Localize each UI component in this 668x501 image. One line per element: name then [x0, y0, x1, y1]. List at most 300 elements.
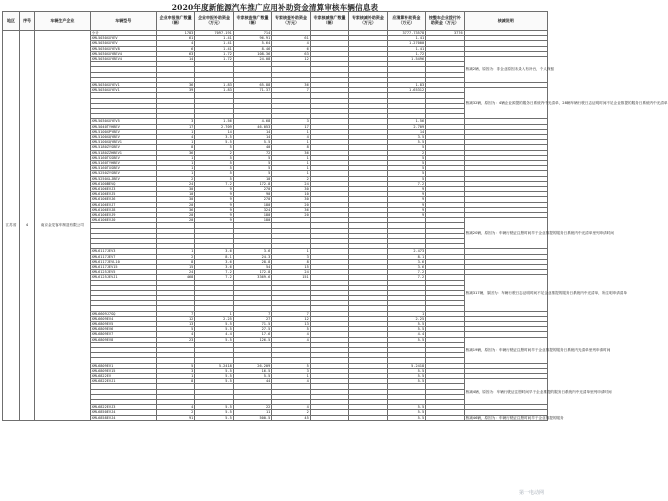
value-cell: 13 — [156, 322, 194, 327]
company-cell: 南京金龙客车制造有限公司 — [35, 31, 91, 421]
value-cell: 1 — [272, 140, 310, 145]
value-cell: 30 — [272, 186, 310, 191]
reduction-note: 核减46辆，原因为：车辆行驶证注册时间早于企业推提的服务 — [465, 415, 564, 420]
value-cell: 9 — [387, 212, 425, 217]
model-cell: XML5100XQYBEV1 — [90, 140, 156, 145]
value-cell: 1.83 — [387, 82, 425, 87]
value-cell: 9 — [195, 207, 233, 212]
column-header: 应清算补助资金（万元） — [387, 12, 425, 31]
model-cell: XML5100XPYBEV — [90, 129, 156, 134]
value-cell: 1783 — [156, 31, 194, 36]
value-cell: 4.68 — [233, 119, 271, 124]
value-cell: 17 — [156, 124, 194, 129]
value-cell: 1 — [272, 249, 310, 254]
model-cell: XML6609J7GQ — [90, 311, 156, 316]
value-cell: 5 — [233, 160, 271, 165]
value-cell: 3369.6 — [233, 275, 271, 280]
value-cell: 1 — [156, 249, 194, 254]
value-cell: 2 — [272, 410, 310, 415]
value-cell: 4 — [272, 405, 310, 410]
value-cell: 5.5 — [387, 322, 425, 327]
value-cell: 5.2418 — [387, 363, 425, 368]
value-cell: 5.5 — [233, 374, 271, 379]
value-cell: 28.8 — [233, 259, 271, 264]
value-cell: 71.5 — [233, 322, 271, 327]
value-cell: 3.6 — [387, 264, 425, 269]
model-cell: XML5250XLJBEV — [90, 176, 156, 181]
value-cell: 5.5 — [387, 140, 425, 145]
value-cell: 9 — [195, 218, 233, 223]
value-cell: 2 — [387, 150, 425, 155]
value-cell: 1.56 — [195, 119, 233, 124]
value-cell: 9 — [195, 192, 233, 197]
column-header: 地区 — [3, 12, 20, 31]
value-cell: 61 — [272, 36, 310, 41]
column-header: 专家核减补助资金（万元） — [349, 12, 387, 31]
value-cell: 4.4 — [387, 332, 425, 337]
value-cell: 14 — [387, 129, 425, 134]
table-body — [3, 31, 668, 421]
value-cell: 1 — [156, 171, 194, 176]
model-cell: XML6822EV — [90, 374, 156, 379]
model-cell: XML5160TYHBEV — [90, 160, 156, 165]
value-cell: 24 — [272, 270, 310, 275]
model-cell: XML6850EVJ4 — [90, 410, 156, 415]
model-cell: XML6125JEV5 — [90, 270, 156, 275]
value-cell: 1 — [272, 129, 310, 134]
value-cell: 1 — [156, 155, 194, 160]
value-cell: 3 — [156, 368, 194, 373]
value-cell: 2.473 — [387, 249, 425, 254]
model-cell: XML5030XXYEV5 — [90, 119, 156, 124]
value-cell: 15 — [272, 264, 310, 269]
value-cell: 3.6 — [195, 249, 233, 254]
value-cell: 14 — [233, 134, 271, 139]
watermark-text: 第一电动网 — [518, 490, 544, 496]
reduction-note: 核减2辆，原因为：非企业原因未录入有补台，个人保留 — [464, 57, 547, 83]
reduction-note: 核减32辆，原因为：4辆企业源提的服务日系统内中光清单，28辆车辆行驶日志证明时间不足企业推提的服务日系统内中光清单 — [464, 88, 547, 119]
column-header: 车辆生产企业 — [35, 12, 91, 31]
value-cell: 1.56 — [387, 119, 425, 124]
value-cell: 5 — [272, 363, 310, 368]
value-cell: 4 — [272, 337, 310, 342]
value-cell: 5 — [387, 145, 425, 150]
value-cell: 5.5 — [233, 140, 271, 145]
value-cell: 3 — [272, 254, 310, 259]
value-cell: 714 — [233, 31, 271, 36]
value-cell: 5 — [387, 155, 425, 160]
value-cell: 7.2 — [387, 181, 425, 186]
value-cell: 5.64 — [233, 41, 271, 46]
value-cell: 36 — [272, 82, 310, 87]
value-cell: 36 — [272, 150, 310, 155]
model-cell: XML5180ZZHBEV1 — [90, 150, 156, 155]
model-cell: XML5030XXYEV1 — [90, 82, 156, 87]
value-cell: 1.41 — [387, 36, 425, 41]
value-cell — [349, 415, 387, 420]
model-cell: XML5030XXYEV — [90, 41, 156, 46]
model-cell: XML5040TYHBEV — [90, 124, 156, 129]
value-cell: 24.3 — [233, 254, 271, 259]
model-cell: XML5030XXYBEV4 — [90, 57, 156, 62]
value-cell — [310, 415, 348, 420]
value-cell: 20 — [272, 212, 310, 217]
value-cell: 90 — [233, 192, 271, 197]
value-cell: 24.08 — [233, 57, 271, 62]
value-cell: 126.5 — [233, 337, 271, 342]
value-cell: 270 — [233, 186, 271, 191]
value-cell: 27.5 — [233, 327, 271, 332]
value-cell: 44 — [233, 379, 271, 384]
value-cell: 5.5 — [195, 140, 233, 145]
value-cell: 45 — [272, 415, 310, 420]
value-cell: 2 — [156, 410, 194, 415]
value-cell: 20 — [272, 202, 310, 207]
model-cell: XML6809EV5 — [90, 322, 156, 327]
value-cell: 172.8 — [233, 181, 271, 186]
value-cell: 96.91 — [233, 36, 271, 41]
value-cell: 63 — [156, 51, 194, 56]
model-cell: XML6809EV15 — [90, 368, 156, 373]
value-cell: 1.5496 — [387, 57, 425, 62]
value-cell: 65.88 — [233, 82, 271, 87]
value-cell: 12 — [272, 316, 310, 321]
column-header: 按整车企业拨付补助资金（万元） — [426, 12, 464, 31]
value-cell: 1 — [272, 166, 310, 171]
value-cell: 1 — [387, 311, 425, 316]
value-cell: 4 — [272, 134, 310, 139]
value-cell: 36 — [272, 207, 310, 212]
value-cell: 1.83 — [195, 82, 233, 87]
value-cell: 180 — [233, 212, 271, 217]
model-cell: XML6822EVJ3 — [90, 405, 156, 410]
header-row — [3, 12, 548, 31]
value-cell: 10 — [156, 192, 194, 197]
value-cell: 15 — [156, 264, 194, 269]
value-cell: 4 — [272, 332, 310, 337]
value-cell: 7 — [272, 311, 310, 316]
value-cell: 5 — [387, 176, 425, 181]
model-cell: XML6809EV1 — [90, 363, 156, 368]
value-cell: 9 — [195, 212, 233, 217]
value-cell: 5 — [195, 160, 233, 165]
model-cell: XML6125JEVJ1 — [90, 275, 156, 280]
value-cell: 5 — [195, 155, 233, 160]
value-cell: 5 — [387, 166, 425, 171]
model-cell: XML6100BEVQ — [90, 181, 156, 186]
value-cell: 36 — [156, 207, 194, 212]
value-cell: 4 — [156, 41, 194, 46]
value-cell: 22 — [233, 405, 271, 410]
value-cell: 24 — [272, 181, 310, 186]
model-cell: XML6106EVJ8 — [90, 207, 156, 212]
value-cell: 5.5 — [387, 415, 425, 420]
value-cell: 4 — [156, 134, 194, 139]
value-cell: 6 — [272, 46, 310, 51]
column-header: 核减说明 — [464, 12, 547, 31]
value-cell: 14 — [233, 129, 271, 134]
value-cell: 1 — [195, 311, 233, 316]
value-cell: 4.4 — [195, 332, 233, 337]
value-cell: 324 — [233, 207, 271, 212]
column-header: 车辆型号 — [90, 12, 156, 31]
value-cell: 1 — [156, 129, 194, 134]
value-cell: 12 — [156, 316, 194, 321]
value-cell: 5 — [195, 176, 233, 181]
reduction-note: 核减19辆，原因为：车辆行驶证注册时间早于企业推提的服务日系统内光清单里列申请时间 — [464, 337, 547, 363]
value-cell: 5.5 — [195, 337, 233, 342]
value-cell: 30 — [156, 197, 194, 202]
value-cell: 172.8 — [233, 270, 271, 275]
column-header: 专家核减推广数量（辆） — [310, 12, 348, 31]
value-cell: 9 — [387, 197, 425, 202]
value-cell: 5.5 — [195, 374, 233, 379]
model-cell: 小计 — [90, 31, 156, 36]
value-cell: 91 — [156, 415, 194, 420]
value-cell: 24 — [156, 181, 194, 186]
value-cell: 5 — [156, 363, 194, 368]
value-cell: 8 — [272, 259, 310, 264]
value-cell: 1 — [156, 166, 194, 171]
value-cell: 5.2418 — [195, 363, 233, 368]
value-cell: 1 — [272, 155, 310, 160]
value-cell: 7.2 — [195, 270, 233, 275]
column-header: 序号 — [20, 12, 35, 31]
value-cell: 5.5 — [195, 368, 233, 373]
value-cell: 39 — [156, 88, 194, 93]
value-cell: 7.2 — [387, 275, 425, 280]
value-cell: 36 — [156, 150, 194, 155]
value-cell: 17 — [272, 124, 310, 129]
model-cell: XML5030XXYEV1 — [90, 88, 156, 93]
value-cell: 5.5 — [195, 379, 233, 384]
model-cell: XML5030XXYBEV4 — [90, 51, 156, 56]
value-cell: 9 — [387, 207, 425, 212]
value-cell: 5.5 — [195, 327, 233, 332]
value-cell: 3.6 — [233, 249, 271, 254]
value-cell: 7 — [233, 311, 271, 316]
value-cell: 1.41 — [195, 36, 233, 41]
value-cell: 5.5 — [387, 379, 425, 384]
region-cell: 江苏省 — [3, 31, 20, 421]
value-cell: 5 — [387, 160, 425, 165]
column-header: 专家核查补助资金（万元） — [272, 12, 310, 31]
value-cell: 11 — [233, 410, 271, 415]
value-cell: 5.5 — [195, 415, 233, 420]
value-cell: 7.2 — [195, 275, 233, 280]
value-cell: 1 — [272, 374, 310, 379]
value-cell: 4 — [272, 41, 310, 46]
value-cell: 20 — [156, 212, 194, 217]
value-cell: 4 — [156, 332, 194, 337]
value-cell: 8 — [272, 145, 310, 150]
value-cell: 2 — [195, 150, 233, 155]
value-cell: 3.6 — [387, 259, 425, 264]
value-cell: 8 — [156, 259, 194, 264]
value-cell: 16.5 — [233, 368, 271, 373]
value-cell: 3.6 — [195, 264, 233, 269]
value-cell: 1 — [272, 171, 310, 176]
value-cell: 5.5 — [387, 337, 425, 342]
column-header: 企业申报补助资金（万元） — [195, 12, 233, 31]
value-cell: 1.72 — [195, 57, 233, 62]
value-cell: 108.36 — [233, 51, 271, 56]
value-cell: 1.27000 — [387, 41, 425, 46]
value-cell: 3 — [272, 368, 310, 373]
value-cell: 26.209 — [233, 363, 271, 368]
value-cell: 7.2 — [195, 181, 233, 186]
value-cell: 61 — [156, 36, 194, 41]
reduction-note: 核减317辆，原因为：车辆行驶日志证明时间不足企业推提的服务日系统内中光清单，所注明申请清单 — [464, 275, 547, 311]
value-cell: 5.5 — [387, 368, 425, 373]
value-cell: 151 — [272, 275, 310, 280]
value-cell: 3776 — [426, 31, 464, 36]
value-cell: 5.5 — [387, 327, 425, 332]
value-cell: 9 — [195, 197, 233, 202]
value-cell: 5.5 — [195, 405, 233, 410]
model-cell: XML5180ZYSBEV — [90, 145, 156, 150]
value-cell: 30 — [272, 197, 310, 202]
model-cell: XML6106EVJ6 — [90, 197, 156, 202]
subsidy-table — [2, 11, 668, 421]
value-cell: 17.6 — [233, 332, 271, 337]
value-cell: 1.65312 — [387, 88, 425, 93]
value-cell: 3.5 — [387, 134, 425, 139]
value-cell: 5.5 — [387, 374, 425, 379]
seq-cell: 4 — [20, 31, 35, 421]
model-cell: XML5160TSSBEV — [90, 155, 156, 160]
value-cell: 1 — [156, 160, 194, 165]
model-cell: XML6106EVJ7 — [90, 202, 156, 207]
value-cell: 7 — [156, 311, 194, 316]
model-cell: XML6809EV6 — [90, 327, 156, 332]
value-cell: 54 — [233, 264, 271, 269]
value-cell: 5 — [233, 155, 271, 160]
value-cell: 8.1 — [387, 254, 425, 259]
value-cell: 20 — [156, 202, 194, 207]
value-cell: 23 — [156, 337, 194, 342]
model-cell: XML5160TXSBEV — [90, 166, 156, 171]
value-cell: 5 — [195, 166, 233, 171]
value-cell: 2 — [272, 176, 310, 181]
model-cell: XML6117JEV3 — [90, 249, 156, 254]
value-cell: 14 — [195, 129, 233, 134]
value-cell: 30 — [156, 186, 194, 191]
value-cell: 9 — [387, 186, 425, 191]
value-cell: 180 — [233, 202, 271, 207]
column-header: 专家核查推广数量（辆） — [233, 12, 271, 31]
model-cell: XML6858EVJ4 — [90, 415, 156, 420]
value-cell: 72 — [233, 150, 271, 155]
value-cell: 2.25 — [195, 316, 233, 321]
value-cell: 9 — [195, 186, 233, 191]
reduction-note: 核减4辆，原因为：车辆行驶证注册时间早于企业推提的服务日系统内中光清单里列申请时间 — [464, 379, 547, 405]
value-cell: 2 — [156, 176, 194, 181]
column-header: 企业申报推广数量（辆） — [156, 12, 194, 31]
model-cell: XML6106EVJ5 — [90, 192, 156, 197]
value-cell: 5 — [233, 171, 271, 176]
value-cell: 71.37 — [233, 88, 271, 93]
value-cell: 9 — [195, 202, 233, 207]
model-cell: XML6117JEV15 — [90, 264, 156, 269]
value-cell: 7.2 — [387, 270, 425, 275]
value-cell: 5.5 — [195, 410, 233, 415]
model-cell: XML5100XQYBEV — [90, 134, 156, 139]
value-cell: 8 — [156, 145, 194, 150]
model-cell: XML6809EV8 — [90, 337, 156, 342]
value-cell: 20 — [156, 218, 194, 223]
value-cell: 1.72 — [387, 51, 425, 56]
value-cell: 5 — [233, 166, 271, 171]
value-cell: 3 — [272, 119, 310, 124]
value-cell — [426, 415, 464, 420]
model-cell: XML6106EVJ3 — [90, 186, 156, 191]
value-cell: 1.83 — [195, 88, 233, 93]
value-cell: 10 — [233, 176, 271, 181]
value-cell: 1 — [272, 160, 310, 165]
value-cell: 3777.73578 — [387, 31, 425, 36]
value-cell: 8.46 — [233, 46, 271, 51]
value-cell: 9 — [387, 192, 425, 197]
value-cell: 5 — [195, 145, 233, 150]
value-cell: 14 — [156, 57, 194, 62]
model-cell: XML5030XXYEV8 — [90, 46, 156, 51]
value-cell: 5.5 — [387, 410, 425, 415]
value-cell: 500.5 — [233, 415, 271, 420]
model-cell: XML6117JEVL10 — [90, 259, 156, 264]
value-cell: 3.6 — [195, 259, 233, 264]
sheet-title: 2020年度新能源汽车推广应用补助资金清算审核车辆信息表 — [171, 3, 379, 12]
value-cell: 2.709 — [387, 124, 425, 129]
model-cell: XML6106EVJ0 — [90, 218, 156, 223]
value-cell: 13 — [272, 322, 310, 327]
model-cell: XML5250ZYSBEV — [90, 171, 156, 176]
value-cell: 12 — [272, 57, 310, 62]
value-cell: 1.41 — [387, 46, 425, 51]
value-cell: 180 — [233, 218, 271, 223]
model-cell: XML6117JEV7 — [90, 254, 156, 259]
value-cell: 1.72 — [195, 51, 233, 56]
value-cell: 4 — [272, 379, 310, 384]
value-cell: 5 — [387, 171, 425, 176]
value-cell: 5.5 — [195, 322, 233, 327]
value-cell: 24 — [156, 270, 194, 275]
model-cell: XML6106EVJ9 — [90, 212, 156, 217]
value-cell: 1.41 — [195, 46, 233, 51]
value-cell: 46.053 — [233, 124, 271, 129]
value-cell: 3 — [156, 119, 194, 124]
value-cell: 36 — [156, 82, 194, 87]
reduction-note: 核减20辆，原因为：车辆行驶证注册时间早于企业推提的服务日系统内中光清单里列申请时间 — [464, 218, 547, 249]
model-cell: XML6609EV4 — [90, 316, 156, 321]
value-cell: 270 — [233, 197, 271, 202]
value-cell: 9 — [387, 202, 425, 207]
value-cell: 10 — [272, 192, 310, 197]
value-cell: 1.41 — [195, 41, 233, 46]
value-cell: 6 — [156, 46, 194, 51]
value-cell: 40 — [233, 145, 271, 150]
value-cell: 27 — [233, 316, 271, 321]
value-cell: 1 — [156, 140, 194, 145]
value-cell: 5 — [195, 171, 233, 176]
value-cell: 7 — [272, 88, 310, 93]
value-cell: 8.1 — [195, 254, 233, 259]
value-cell: 8 — [156, 379, 194, 384]
value-cell: 2 — [156, 254, 194, 259]
value-cell: 63 — [272, 51, 310, 56]
value-cell: 5 — [272, 327, 310, 332]
value-cell: 7097.191 — [195, 31, 233, 36]
